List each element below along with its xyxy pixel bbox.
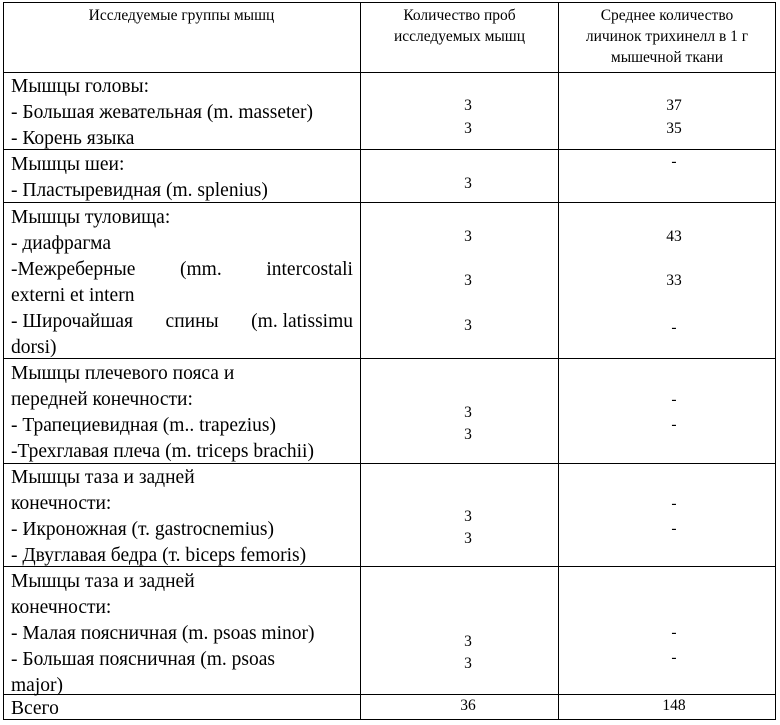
row-divider-5 bbox=[3, 566, 776, 567]
group-title-pelvis-cont: конечности: bbox=[11, 493, 112, 514]
muscle-name-justified bbox=[11, 312, 353, 332]
muscle-name: - Трапециевидная (m.. trapezius) bbox=[11, 415, 276, 436]
larvae-average: 33 bbox=[666, 272, 682, 289]
muscle-name-cont: externi et intern bbox=[11, 285, 135, 306]
sample-count: 3 bbox=[464, 120, 472, 137]
muscle-name-word: - Широчайшая bbox=[11, 311, 134, 332]
muscle-name-cont: dorsi) bbox=[11, 337, 57, 358]
muscle-name-word: (mm. bbox=[180, 259, 222, 280]
muscle-name: - Двуглавая бедра (т. biceps femoris) bbox=[11, 545, 307, 566]
group-title-pelvis-cont: конечности: bbox=[11, 597, 112, 618]
group-title-trunk: Мышцы туловища: bbox=[11, 207, 171, 228]
larvae-average: - bbox=[671, 153, 677, 170]
total-average: 148 bbox=[662, 697, 686, 714]
sample-count: 3 bbox=[464, 228, 472, 245]
muscle-name: - Большая поясничная (m. psoas bbox=[11, 649, 275, 670]
group-title-pelvis: Мышцы таза и задней bbox=[11, 467, 195, 488]
muscle-name-cont: major) bbox=[11, 675, 63, 696]
larvae-average: 35 bbox=[666, 120, 682, 137]
group-title-shoulder: Мышцы плечевого пояса и bbox=[11, 363, 235, 384]
group-title-shoulder-cont: передней конечности: bbox=[11, 389, 193, 410]
muscle-name-word: спины bbox=[165, 311, 219, 332]
sample-count: 3 bbox=[464, 317, 472, 334]
sample-count: 3 bbox=[464, 530, 472, 547]
table-border-top bbox=[3, 2, 776, 3]
larvae-average: - bbox=[671, 520, 677, 537]
larvae-average: - bbox=[671, 495, 677, 512]
sample-count: 3 bbox=[464, 272, 472, 289]
muscle-name-justified bbox=[11, 260, 353, 280]
larvae-average: - bbox=[671, 624, 677, 641]
row-divider-1 bbox=[3, 149, 776, 150]
larvae-average: 37 bbox=[666, 97, 682, 114]
column-divider-2 bbox=[558, 2, 559, 720]
larvae-average: - bbox=[671, 649, 677, 666]
muscle-name: - Малая поясничная (m. psoas minor) bbox=[11, 623, 315, 644]
larvae-average: - bbox=[671, 416, 677, 433]
sample-count: 3 bbox=[464, 508, 472, 525]
muscle-name: - диафрагма bbox=[11, 233, 112, 254]
sample-count: 3 bbox=[464, 633, 472, 650]
sample-count: 3 bbox=[464, 404, 472, 421]
table-border-left bbox=[3, 2, 4, 720]
column-divider-1 bbox=[360, 2, 361, 720]
header-col2-line2: исследуемых мышц bbox=[393, 28, 526, 45]
muscle-name-word: intercostali bbox=[266, 259, 353, 280]
larvae-average: 43 bbox=[666, 228, 682, 245]
header-col1: Исследуемые группы мышц bbox=[88, 7, 275, 24]
row-divider-2 bbox=[3, 202, 776, 203]
muscle-name: - Корень языка bbox=[11, 128, 135, 149]
table-border-right bbox=[775, 2, 776, 720]
total-label: Всего bbox=[11, 698, 59, 719]
sample-count: 3 bbox=[464, 426, 472, 443]
muscle-name: - Пластыревидная (m. splenius) bbox=[11, 180, 268, 201]
header-col3-line1: Среднее количество bbox=[600, 7, 734, 24]
table-border-bottom bbox=[3, 719, 776, 720]
sample-count: 3 bbox=[464, 97, 472, 114]
row-divider-3 bbox=[3, 358, 776, 359]
muscle-table bbox=[3, 2, 776, 720]
muscle-name-word: -Межреберные bbox=[11, 259, 136, 280]
muscle-name: -Трехглавая плеча (m. triceps brachii) bbox=[11, 441, 314, 462]
group-title-head: Мышцы головы: bbox=[11, 76, 150, 97]
larvae-average: - bbox=[671, 319, 677, 336]
group-title-neck: Мышцы шеи: bbox=[11, 154, 125, 175]
row-divider-4 bbox=[3, 463, 776, 464]
group-title-pelvis: Мышцы таза и задней bbox=[11, 571, 195, 592]
total-count: 36 bbox=[460, 697, 476, 714]
header-col3-line3: мышечной ткани bbox=[610, 49, 724, 66]
row-divider-total bbox=[3, 694, 776, 695]
sample-count: 3 bbox=[464, 655, 472, 672]
muscle-name-word: (m. latissimu bbox=[251, 311, 353, 332]
muscle-name: - Большая жевательная (m. masseter) bbox=[11, 102, 314, 123]
header-col2-line1: Количество проб bbox=[403, 7, 516, 24]
muscle-name: - Икроножная (т. gastrocnemius) bbox=[11, 519, 274, 540]
sample-count: 3 bbox=[464, 175, 472, 192]
row-divider-header bbox=[3, 72, 776, 73]
larvae-average: - bbox=[671, 391, 677, 408]
header-col3-line2: личинок трихинелл в 1 г bbox=[585, 28, 749, 45]
